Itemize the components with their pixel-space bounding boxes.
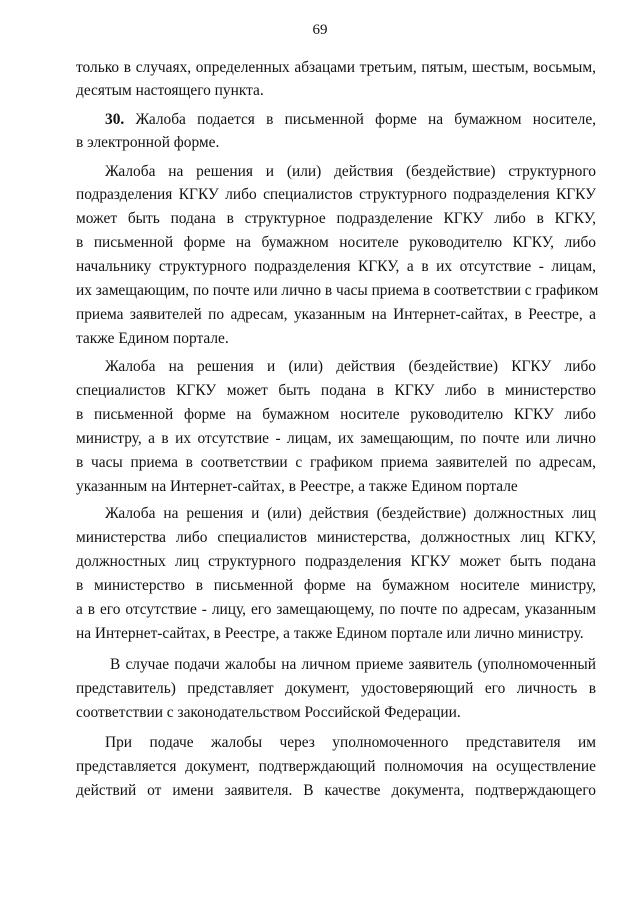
text-line: в письменной форме на бумажном носителе руководителю КГКУ либо — [76, 406, 596, 423]
text-line: в часы приема в соответствии с графиком приема заявителей по адресам, — [76, 454, 596, 471]
text-line: в письменной форме на бумажном носителе руководителю КГКУ, либо — [76, 234, 596, 251]
text-line: При подаче жалобы через уполномоченного представителя им — [105, 734, 596, 751]
text-line: представитель) представляет документ, удостоверяющий его личность в — [76, 680, 596, 697]
text-line: должностных лиц структурного подразделения КГКУ может быть подана — [76, 553, 596, 570]
text-line: Жалоба на решения и (или) действия (бездействие) структурного — [105, 163, 596, 180]
text-line: только в случаях, определенных абзацами третьим, пятым, шестым, восьмым, — [76, 59, 596, 76]
text-line: в министерство в письменной форме на бумажном носителе министру, — [76, 577, 596, 594]
text-line: также Едином портале. — [76, 330, 229, 347]
text-line: указанным на Интернет-сайтах, в Реестре, а также Едином портале — [76, 478, 518, 495]
text-line — [105, 110, 596, 130]
text-line: на Интернет-сайтах, в Реестре, а также Едином портале или лично министру. — [76, 625, 584, 642]
text-line: их замещающим, по почте или лично в часы приема в соответствии с графиком — [76, 282, 599, 299]
text-line: действий от имени заявителя. В качестве документа, подтверждающего — [76, 782, 596, 799]
text-line: начальнику структурного подразделения КГКУ, а в их отсутствие - лицам, — [76, 258, 596, 275]
text-line: соответствии с законодательством Российской Федерации. — [76, 704, 461, 721]
text-line: В случае подачи жалобы на личном приеме заявитель (уполномоченный — [110, 656, 596, 673]
text-line: а в его отсутствие - лицу, его замещающему, по почте по адресам, указанным — [76, 601, 596, 618]
text-line: министерства либо специалистов министерства, должностных лиц КГКУ, — [76, 529, 596, 546]
text-line: Жалоба на решения и (или) действия (бездействие) КГКУ либо — [105, 358, 596, 375]
text-line: в электронной форме. — [76, 134, 220, 151]
page-number: 69 — [312, 22, 328, 38]
text-line: может быть подана в структурное подразделение КГКУ либо в КГКУ, — [76, 210, 596, 227]
item-number: 30. — [105, 111, 125, 128]
text-line: подразделения КГКУ либо специалистов структурного подразделения КГКУ — [76, 186, 596, 203]
text-line: министру, а в их отсутствие - лицам, их замещающим, по почте или лично — [76, 430, 596, 447]
text-line: приема заявителей по адресам, указанным на Интернет-сайтах, в Реестре, а — [76, 306, 596, 323]
text-line: представляется документ, подтверждающий полномочия на осуществление — [76, 758, 596, 775]
text-line: специалистов КГКУ может быть подана в КГКУ либо в министерство — [76, 382, 596, 399]
text-span: Жалоба подается в письменной форме на бумажном носителе, — [124, 111, 596, 128]
text-line: Жалоба на решения и (или) действия (бездействие) должностных лиц — [105, 505, 596, 522]
text-line: десятым настоящего пункта. — [76, 82, 264, 99]
